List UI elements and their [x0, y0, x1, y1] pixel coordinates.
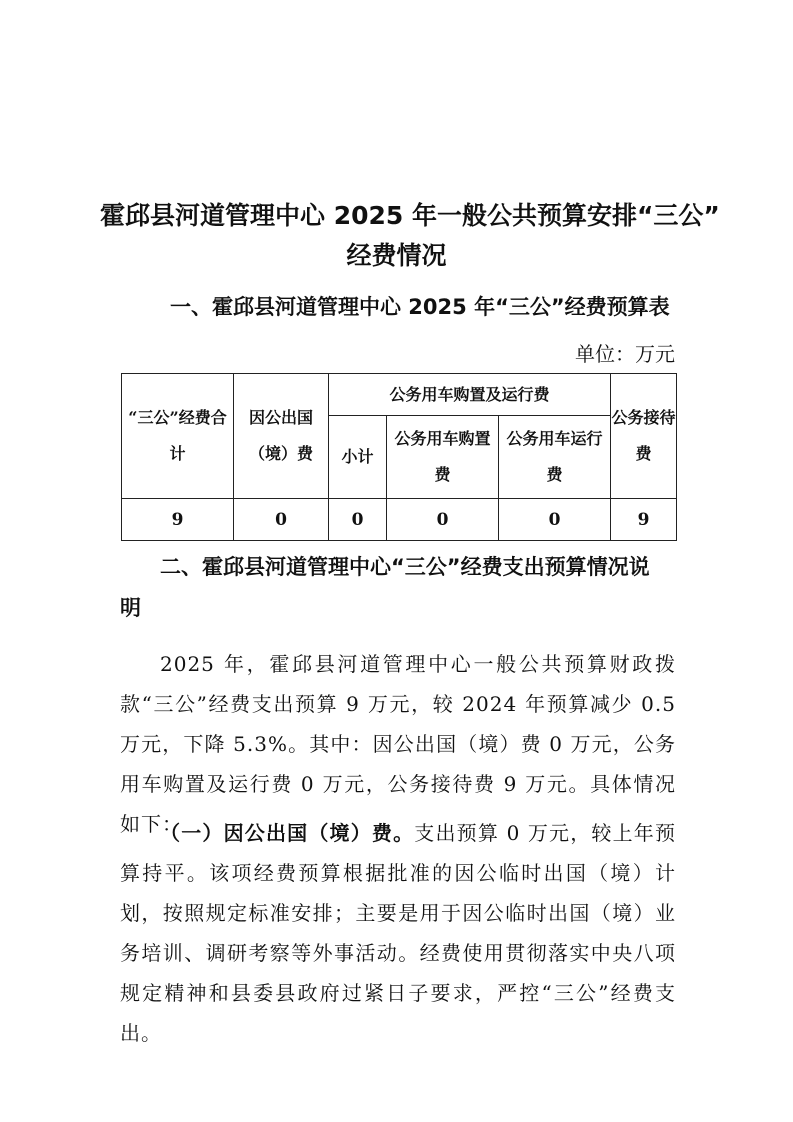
header-total: [122, 374, 234, 499]
document-title-line2: 经费情况: [346, 241, 447, 270]
paragraph-overview-text: 2025 年，霍邱县河道管理中心一般公共预算财政拨款“三公”经费支出预算 9 万元，较 2024 年预算减少 0.5 万元，下降 5.3%。其中：因公出国（境）费 0 万元，公务用车购置及运行费 0 万元，公务接待费 9 万元。具体情况如下：: [120, 652, 676, 836]
paragraph-abroad-text: [120, 813, 676, 1053]
unit-label: 单位：万元: [575, 342, 675, 366]
header-operation: [499, 416, 611, 499]
budget-table: [121, 373, 677, 541]
header-reception: [611, 374, 677, 499]
header-subtotal-label: 小计: [341, 447, 374, 466]
section2-heading-line2: 明: [120, 596, 141, 620]
header-vehicle-group: [329, 374, 611, 416]
header-abroad: [234, 374, 329, 499]
value-operation: 0: [499, 499, 611, 541]
header-abroad-label: 因公出国（境）费: [248, 408, 313, 463]
value-subtotal: 0: [329, 499, 387, 541]
header-reception-label: 公务接待费: [611, 408, 676, 463]
section1-heading: 一、霍邱县河道管理中心 2025 年“三公”经费预算表: [170, 295, 670, 319]
document-title-line1: 霍邱县河道管理中心 2025 年一般公共预算安排“三公”: [100, 201, 720, 230]
section2-heading-line1: 二、霍邱县河道管理中心“三公”经费支出预算情况说: [160, 555, 650, 579]
header-total-label: “三公”经费合计: [128, 408, 227, 463]
header-purchase-label: 公务用车购置费: [394, 429, 491, 484]
value-total: 9: [122, 499, 234, 541]
paragraph-abroad-lead: （一）因公出国（境）费。: [160, 821, 415, 845]
value-purchase: 0: [387, 499, 499, 541]
header-subtotal: [329, 416, 387, 499]
header-operation-label: 公务用车运行费: [506, 429, 603, 484]
paragraph-abroad: [120, 813, 676, 1053]
table-row: [122, 499, 677, 541]
value-abroad: 0: [234, 499, 329, 541]
paragraph-abroad-body: 支出预算 0 万元，较上年预算持平。该项经费预算根据批准的因公临时出国（境）计划，按照规定标准安排；主要是用于因公临时出国（境）业务培训、调研考察等外事活动。经费使用贯彻落实中央八项规定精神和县委县政府过紧日子要求，严控“三公”经费支出。: [120, 821, 676, 1045]
header-vehicle-group-label: 公务用车购置及运行费: [389, 384, 550, 404]
value-reception: 9: [611, 499, 677, 541]
header-purchase: [387, 416, 499, 499]
